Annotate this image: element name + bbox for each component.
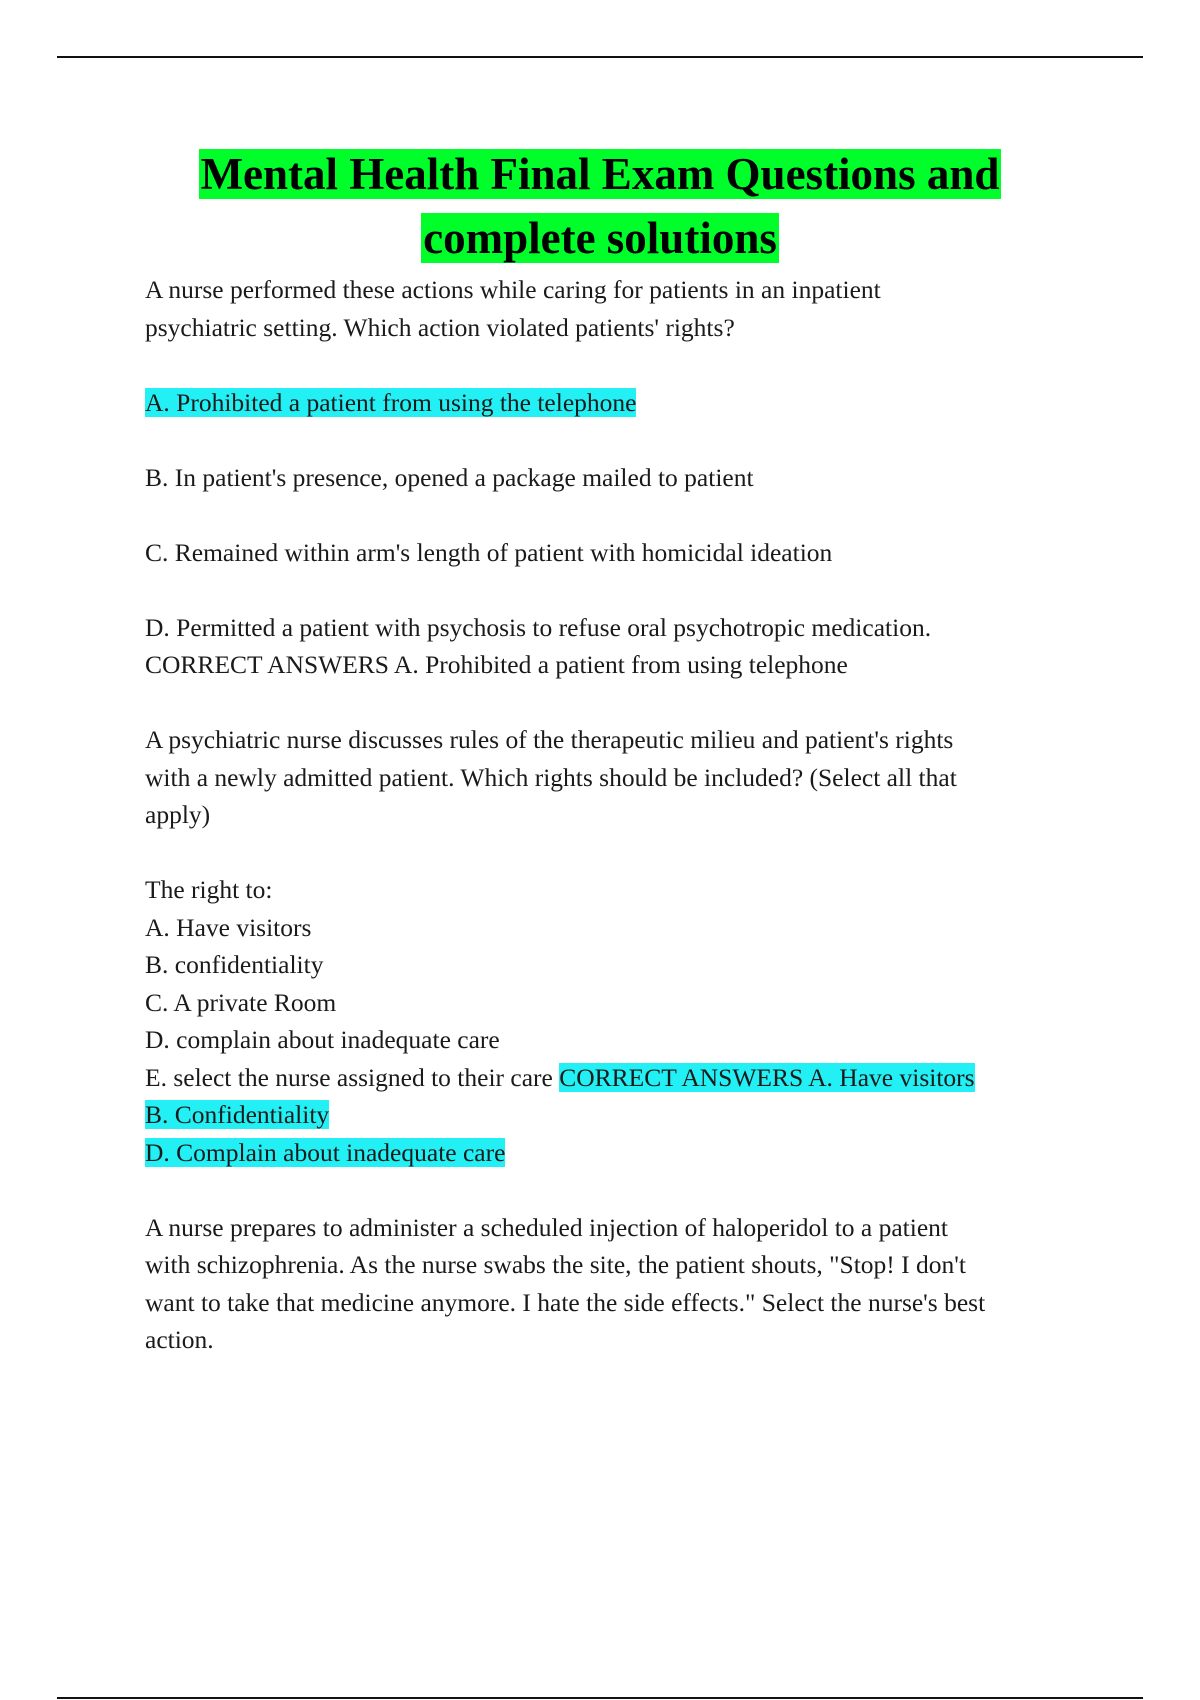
q1-answer: CORRECT ANSWERS A. Prohibited a patient from using telephone <box>145 650 848 679</box>
q2-answer-line-1: CORRECT ANSWERS A. Have visitors <box>559 1062 975 1092</box>
q3-stem-line-4: action. <box>145 1325 214 1354</box>
q1-option-b: B. In patient's presence, opened a package mailed to patient <box>145 462 754 492</box>
q2-option-d: D. complain about inadequate care <box>145 1025 500 1054</box>
q2-answer-line-3: D. Complain about inadequate care <box>145 1137 506 1167</box>
title-line-2: complete solutions <box>423 213 777 263</box>
document-title <box>0 142 1200 270</box>
q1-stem-line-2: psychiatric setting. Which action violated patients' rights? <box>145 312 735 342</box>
q2-option-e-text: E. select the nurse assigned to their care <box>145 1062 560 1092</box>
q2-stem-line-1: A psychiatric nurse discusses rules of the therapeutic milieu and patient's rights <box>145 725 954 754</box>
q1-option-a <box>145 384 1085 422</box>
q2-lead: The right to: <box>145 875 273 904</box>
q2-answer-row-3 <box>145 1134 1085 1172</box>
q3-stem-line-1: A nurse prepares to administer a scheduled injection of haloperidol to a patient <box>145 1212 949 1242</box>
title-line-1: Mental Health Final Exam Questions and <box>200 149 1000 199</box>
question-1 <box>145 271 1085 684</box>
q2-answer-line-2: B. Confidentiality <box>145 1100 330 1129</box>
document-body <box>145 271 1085 1359</box>
q1-stem-line-1: A nurse performed these actions while caring for patients in an inpatient <box>145 275 881 304</box>
question-2 <box>145 721 1085 1171</box>
q2-option-b: B. confidentiality <box>145 950 324 979</box>
q2-answer-row-2 <box>145 1096 1085 1134</box>
question-3 <box>145 1209 1085 1359</box>
q1-option-a-highlight: A. Prohibited a patient from using the telephone <box>145 387 637 417</box>
q2-stem-line-2: with a newly admitted patient. Which rights should be included? (Select all that <box>145 762 957 792</box>
q3-stem-line-3: want to take that medicine anymore. I hate the side effects." Select the nurse's best <box>145 1287 986 1317</box>
q2-option-c: C. A private Room <box>145 987 337 1017</box>
q3-stem-line-2: with schizophrenia. As the nurse swabs the site, the patient shouts, "Stop! I don't <box>145 1250 966 1279</box>
q1-option-c: C. Remained within arm's length of patient with homicidal ideation <box>145 537 833 567</box>
q2-option-a: A. Have visitors <box>145 912 312 942</box>
top-rule <box>57 56 1143 58</box>
q1-option-d: D. Permitted a patient with psychosis to refuse oral psychotropic medication. <box>145 612 932 642</box>
q2-option-e <box>145 1059 1085 1097</box>
bottom-rule <box>57 1697 1143 1699</box>
q2-stem-line-3: apply) <box>145 800 211 829</box>
